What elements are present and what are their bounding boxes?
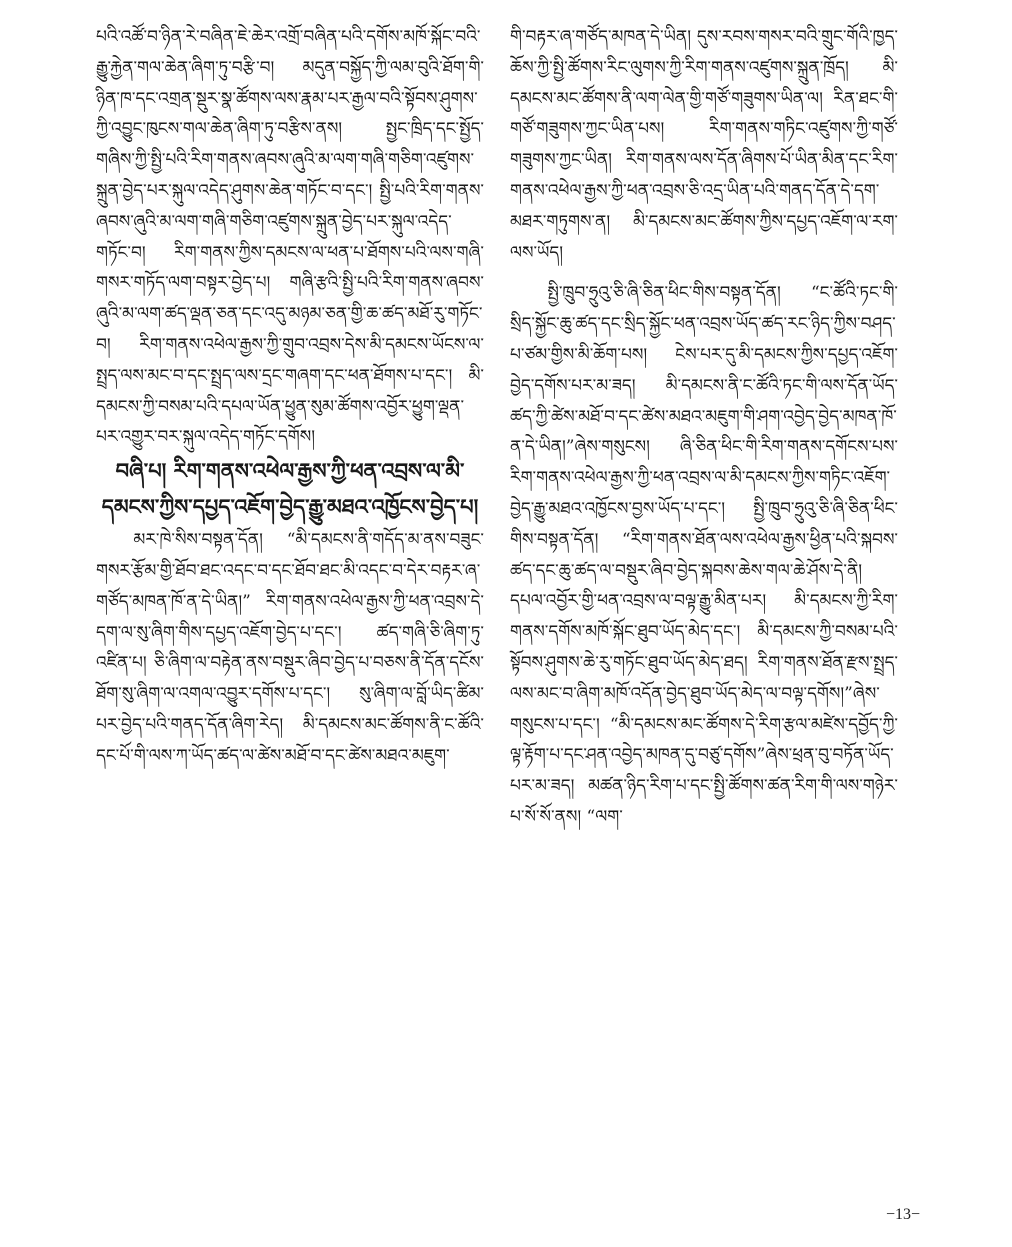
- body-paragraph: གི་བརྟར་ཞ་གཙོད་མཁན་དེ་ཡིན། དུས་རབས་གསར་བའི་གྲུང་གོའི་ཁྱད་ཆོས་ཀྱི་སྤྱི་ཚོགས་རིང་ལུགས་ཀྱི་རིག་གནས་འཛུགས་སྐྲུན་ཁྲོད། མི་དམངས་མང་ཚོགས་ནི་ལག་ལེན་གྱི་གཙོ་གཟུགས་ཡིན་ལ། རིན་ཐང་གི་གཙོ་གཟུགས་ཀྱང་ཡིན་པས། རིག་གནས་གཏིང་འཛུགས་ཀྱི་གཙོ་གཟུགས་ཀྱང་ཡིན། རིག་གནས་ལས་དོན་ཞིགས་པོ་ཡིན་མིན་དང་རིག་གནས་འཕེལ་རྒྱས་ཀྱི་ཕན་འབྲས་ཅི་འདྲ་ཡིན་པའི་གནད་དོན་དེ་དག་མཐར་གཏུགས་ན། མི་དམངས་མང་ཚོགས་ཀྱིས་དཔྱད་འཇོག་ལ་རག་ལས་ཡོད།: [510, 27, 898, 263]
- body-paragraph: མར་ཁེ་སིས་བསྟན་དོན། “མི་དམངས་ནི་གདོད་མ་ནས་བཟུང་གསར་རྩོམ་གྱི་ཐོབ་ཐང་འདང་བ་དང་ཐོབ་ཐང་མི་འདང་བ་དེར་བརྟར་ཞ་གཙོད་མཁན་ཁོ་ན་དེ་ཡིན།” རིག་གནས་འཕེལ་རྒྱས་ཀྱི་ཕན་འབྲས་དེ་དག་ལ་སུ་ཞིག་གིས་དཔྱད་འཇོག་བྱེད་པ་དང་། ཚད་གཞི་ཅི་ཞིག་ཏུ་འཛིན་པ། ཅི་ཞིག་ལ་བརྟེན་ནས་བསྡུར་ཞིབ་བྱེད་པ་བཅས་ནི་དོན་དངོས་ཐོག་སུ་ཞིག་ལ་འགལ་འབྱུར་དགོས་པ་དང་། སུ་ཞིག་ལ་བློ་ཡིད་ཚིམ་པར་བྱེད་པའི་གནད་དོན་ཞིག་རེད། མི་དམངས་མང་ཚོགས་ནི་ང་ཚོའི་དང་པོ་གི་ལས་ཀ་ཡོད་ཚད་ལ་ཚེས་མཐོ་བ་དང་ཚེས་མཐའ་མཇུག་: [96, 530, 484, 766]
- body-paragraph: སྤྱི་ཁྲུབ་ཧྲུའུ་ཅི་ཞི་ཅིན་ཕིང་གིས་བསྟན་དོན། “ང་ཚོའི་ཏང་གི་སྲིད་སྐྱོང་ཆུ་ཚད་དང་སྲིད་སྐྱོང་ཕན་འབྲས་ཡོད་ཚད་རང་ཉིད་ཀྱིས་བཤད་པ་ཙམ་གྱིས་མི་ཆོག་པས། ངེས་པར་དུ་མི་དམངས་ཀྱིས་དཔྱད་འཇོག་བྱེད་དགོས་པར་མ་ཟད། མི་དམངས་ནི་ང་ཚོའི་ཏང་གི་ལས་དོན་ཡོད་ཚད་ཀྱི་ཚེས་མཐོ་བ་དང་ཚེས་མཐའ་མཇུག་གི་ཤག་འབྱེད་བྱེད་མཁན་ཁོ་ན་དེ་ཡིན།”ཞེས་གསུངས། ཞི་ཅིན་ཕིང་གི་རིག་གནས་དགོངས་པས་རིག་གནས་འཕེལ་རྒྱས་ཀྱི་ཕན་འབྲས་ལ་མི་དམངས་ཀྱིས་གཏིང་འཇོག་བྱེད་རྒྱུ་མཐའ་འཁྱོངས་བྱས་ཡོད་པ་དང་། སྤྱི་ཁྲུབ་ཧྲུའུ་ཅི་ཞི་ཅིན་ཕིང་གིས་བསྟན་དོན། “རིག་གནས་ཐོན་ལས་འཕེལ་རྒྱས་ཕྱིན་པའི་སྐབས་ཚད་དང་ཆུ་ཚད་ལ་བསྡུར་ཞིབ་བྱེད་སྐབས་ཆེས་གལ་ཆེ་ཤོས་དེ་ནི། དཔལ་འབྱོར་གྱི་ཕན་འབྲས་ལ་བལྟ་རྒྱུ་མིན་པར། མི་དམངས་ཀྱི་རིག་གནས་དགོས་མཁོ་སྐོང་ཐུབ་ཡོད་མེད་དང་། མི་དམངས་ཀྱི་བསམ་པའི་སྟོབས་ཤུགས་ཆེ་རུ་གཏོང་ཐུབ་ཡོད་མེད་ཐད། རིག་གནས་ཐོན་རྫས་སྤྲད་ལས་མང་བ་ཞིག་མཁོ་འདོན་བྱེད་ཐུབ་ཡོད་མེད་ལ་བལྟ་དགོས།”ཞེས་གསུངས་པ་དང་། “མི་དམངས་མང་ཚོགས་དེ་རིག་རྩལ་མཛེས་དབྱོད་ཀྱི་ལྟ་རྟོག་པ་དང་ཤན་འབྱེད་མཁན་དུ་བཙུ་དགོས”ཞེས་ཕྲན་བུ་བཏོན་ཡོད་པར་མ་ཟད། མཚན་ཉིད་རིག་པ་དང་སྤྱི་ཚོགས་ཚན་རིག་གི་ལས་གཉེར་པ་སོ་སོ་ནས། “ལག་: [510, 283, 898, 827]
- left-column: [96, 22, 484, 772]
- page-number: −13−: [885, 1206, 920, 1223]
- body-paragraph: པའི་འཚོ་བ་ཉིན་རེ་བཞིན་ཇེ་ཆེར་འགྲོ་བཞིན་པའི་དགོས་མཁོ་སྐོང་བའི་རྒྱུ་རྐྱེན་གལ་ཆེན་ཞིག་ཏུ་བརྩི་བ། མདུན་བསྐྱོད་ཀྱི་ལམ་བུའི་ཐོག་གི་ཉིན་ཁ་དང་འགྲན་སྡུར་སྣ་ཚོགས་ལས་རྣམ་པར་རྒྱལ་བའི་སྟོབས་ཤུགས་ཀྱི་འབྱུང་ཁུངས་གལ་ཆེན་ཞིག་ཏུ་བརྩིས་ནས། སྤྱང་ཁྲིད་དང་སྤྱོད་གཞིས་ཀྱི་སྤྱི་པའི་རིག་གནས་ཞབས་ཞུའི་མ་ལག་གཞི་གཅིག་འཛུགས་སྐྲུན་བྱེད་པར་སྐུལ་འདེད་ཤུགས་ཆེན་གཏོང་བ་དང་། སྤྱི་པའི་རིག་གནས་ཞབས་ཞུའི་མ་ལག་གཞི་གཅིག་འཛུགས་སྐྲུན་བྱེད་པར་སྐུལ་འདེད་གཏོང་བ། རིག་གནས་ཀྱིས་དམངས་ལ་ཕན་པ་ཐོགས་པའི་ལས་གཞི་གསར་གཏོད་ལག་བསྟར་བྱེད་པ། གཞི་རྩའི་སྤྱི་པའི་རིག་གནས་ཞབས་ཞུའི་མ་ལག་ཚད་ལྡན་ཅན་དང་འདུ་མཉམ་ཅན་གྱི་ཆ་ཚད་མཐོ་རུ་གཏོང་བ། རིག་གནས་འཕེལ་རྒྱས་ཀྱི་གྲུབ་འབྲས་དེས་མི་དམངས་ཡོངས་ལ་སྤྲད་ལས་མང་བ་དང་སྤྲད་ལས་དྲང་གཞག་དང་ཕན་ཐོགས་པ་དང་། མི་དམངས་ཀྱི་བསམ་པའི་དཔལ་ཡོན་ཕྱུན་སུམ་ཚོགས་འབྱོར་ཕྱུག་ལྡན་པར་འགྱུར་བར་སྐུལ་འདེད་གཏོང་དགོས།: [96, 27, 484, 448]
- paragraph-gap: [510, 268, 898, 278]
- section-heading: བཞི་པ། རིག་གནས་འཕེལ་རྒྱས་ཀྱི་ཕན་འབྲས་ལ་མི་དམངས་ཀྱིས་དཔྱད་འཇོག་བྱེད་རྒྱུ་མཐའ་འཁྱོངས་བྱེད་པ།: [101, 459, 479, 520]
- right-column: [510, 22, 898, 833]
